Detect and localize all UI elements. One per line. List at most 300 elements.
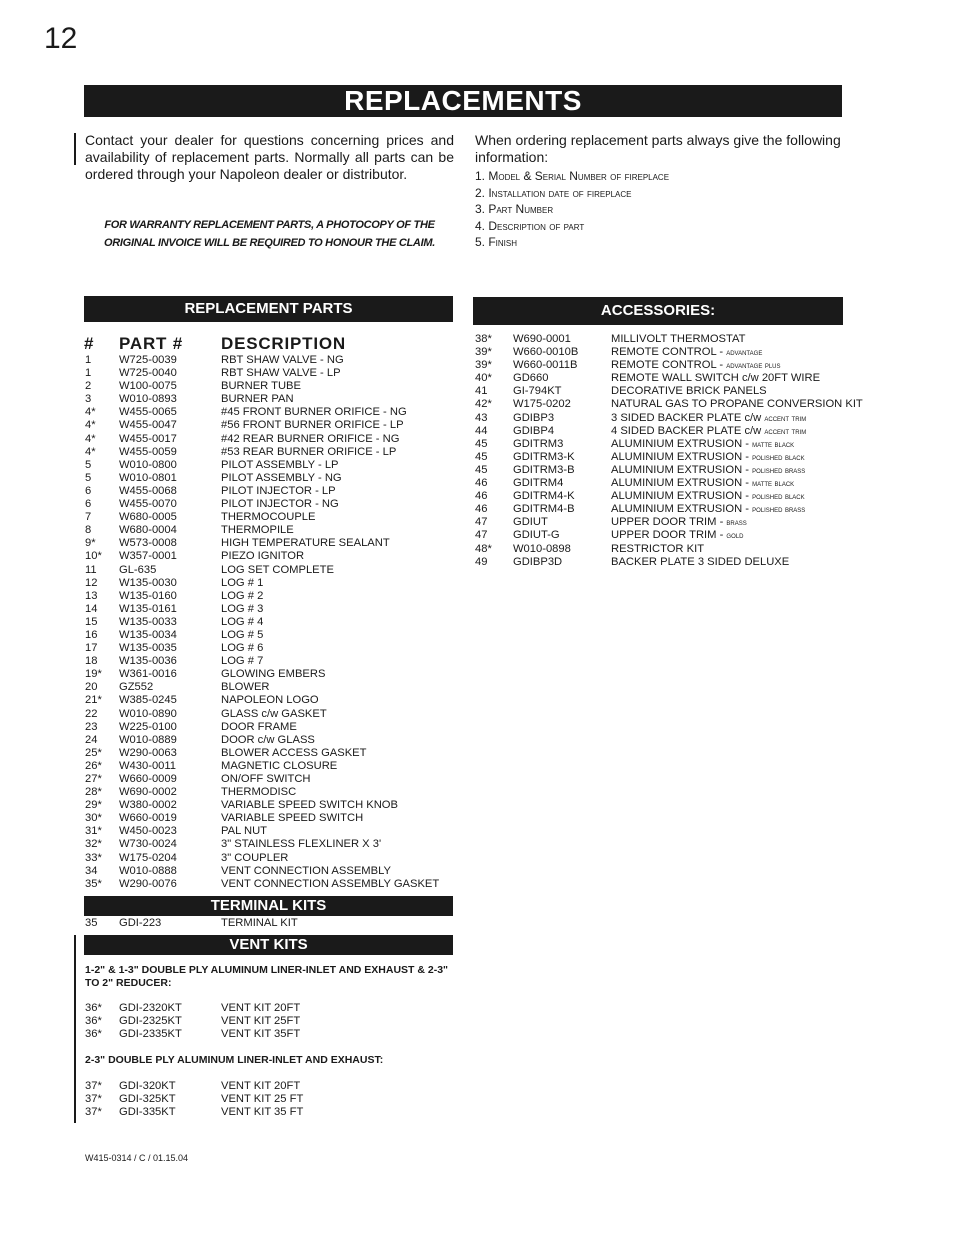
item-number: 26*	[85, 759, 102, 772]
vent-kit-group-1-table	[85, 1002, 455, 1041]
part-description: LOG # 6	[221, 642, 264, 655]
item-number: 12	[85, 576, 98, 589]
table-row	[85, 629, 455, 642]
item-number: 6	[85, 498, 92, 511]
item-number: 38*	[475, 333, 492, 345]
part-description: ALUMINIUM EXTRUSION - polished brass	[611, 463, 806, 476]
part-number: GDI-223	[119, 917, 162, 929]
part-number: W010-0889	[119, 733, 177, 746]
part-number: W010-0898	[513, 542, 571, 555]
part-number: W010-0888	[119, 864, 177, 877]
part-number: W573-0008	[119, 537, 177, 550]
part-description: HIGH TEMPERATURE SEALANT	[221, 537, 390, 550]
table-row	[85, 760, 455, 773]
item-number: 36*	[85, 1028, 102, 1041]
item-number: 10*	[85, 550, 102, 563]
part-description: ALUMINIUM EXTRUSION - matte black	[611, 437, 795, 450]
intro-left-text: Contact your dealer for questions concerning prices and availability of replacement parts. Normally all parts can be ordered through your Napoleon dealer or distributor.	[85, 132, 454, 182]
part-number: W725-0040	[119, 367, 177, 380]
vent-kit-group-2-table	[85, 1080, 455, 1119]
table-row	[475, 346, 885, 359]
table-row	[85, 537, 455, 550]
item-number: 5	[85, 471, 92, 484]
part-description: LOG # 1	[221, 576, 264, 589]
part-number: W135-0160	[119, 589, 177, 602]
part-number: GI-794KT	[513, 385, 562, 398]
part-description: VENT KIT 25 FT	[221, 1093, 304, 1106]
part-number: W135-0161	[119, 602, 177, 615]
part-description: MILLIVOLT THERMOSTAT	[611, 333, 746, 345]
part-number: GDIBP4	[513, 424, 555, 437]
vent-kits-heading: VENT KITS	[84, 935, 453, 955]
table-row	[475, 543, 885, 556]
part-description: BURNER PAN	[221, 393, 294, 406]
part-description: VENT KIT 25FT	[221, 1015, 301, 1028]
part-description: ALUMINIUM EXTRUSION - matte black	[611, 477, 795, 490]
part-description: UPPER DOOR TRIM - gold	[611, 529, 744, 542]
part-number: W730-0024	[119, 838, 177, 851]
part-description: #56 FRONT BURNER ORIFICE - LP	[221, 419, 404, 432]
vent-kit-group-2-title: 2-3" DOUBLE PLY ALUMINUM LINER-INLET AND EXHAUST:	[85, 1054, 384, 1066]
table-row	[85, 459, 455, 472]
table-row	[85, 681, 455, 694]
part-description: ALUMINIUM EXTRUSION - polished black	[611, 450, 805, 463]
part-number: W660-0010B	[513, 346, 579, 359]
finish-note: matte black	[752, 438, 795, 449]
table-row	[85, 354, 455, 367]
info-list-number: 4.	[475, 218, 489, 233]
item-number: 18	[85, 655, 98, 668]
info-list	[475, 168, 669, 251]
part-number: W290-0076	[119, 877, 177, 890]
table-row	[475, 412, 885, 425]
table-row	[475, 385, 885, 398]
page-title: REPLACEMENTS	[84, 85, 842, 117]
part-description: LOG # 4	[221, 615, 264, 628]
part-number: GDIBP3D	[513, 555, 563, 568]
item-number: 29*	[85, 799, 102, 812]
part-description: VENT KIT 35 FT	[221, 1106, 304, 1119]
part-description: GLASS c/w GASKET	[221, 707, 327, 720]
part-description: #45 FRONT BURNER ORIFICE - NG	[221, 406, 407, 419]
info-list-item	[475, 201, 669, 218]
part-number: W430-0011	[119, 759, 177, 772]
table-row	[85, 472, 455, 485]
item-number: 39*	[475, 359, 492, 372]
item-number: 5	[85, 458, 92, 471]
table-row	[85, 747, 455, 760]
intro-right-text: When ordering replacement parts always give the following information:	[475, 132, 841, 165]
item-number: 36*	[85, 1015, 102, 1028]
info-list-text: Part Number	[488, 202, 554, 217]
table-row	[85, 1080, 455, 1093]
part-number: W010-0801	[119, 471, 177, 484]
finish-note: accent trim	[764, 425, 807, 436]
table-row	[85, 1028, 455, 1041]
finish-note: polished black	[752, 491, 805, 502]
column-header-description: DESCRIPTION	[221, 334, 346, 353]
item-number: 45	[475, 450, 488, 463]
info-list-number: 3.	[475, 202, 489, 217]
item-number: 28*	[85, 786, 102, 799]
table-row	[85, 812, 455, 825]
item-number: 4*	[85, 406, 96, 419]
item-number: 7	[85, 511, 92, 524]
part-description: LOG # 5	[221, 628, 264, 641]
revision-bar	[74, 133, 76, 165]
info-list-text: Description of part	[488, 218, 585, 233]
part-number: W455-0070	[119, 498, 177, 511]
table-row	[85, 380, 455, 393]
info-list-item	[475, 185, 669, 202]
part-description: VENT CONNECTION ASSEMBLY GASKET	[221, 877, 440, 890]
part-description: 4 SIDED BACKER PLATE c/w accent trim	[611, 424, 807, 437]
document-code: W415-0314 / C / 01.15.04	[85, 1153, 189, 1163]
part-description: 3" COUPLER	[221, 851, 289, 864]
part-description: GLOWING EMBERS	[221, 668, 326, 681]
table-row	[85, 419, 455, 432]
table-row	[85, 786, 455, 799]
terminal-kits-heading: TERMINAL KITS	[84, 896, 453, 916]
part-description: VENT KIT 20FT	[221, 1002, 301, 1014]
table-row	[85, 825, 455, 838]
table-row	[475, 529, 885, 542]
part-description: THERMODISC	[221, 786, 297, 799]
part-description: BLOWER ACCESS GASKET	[221, 746, 367, 759]
part-number: W455-0017	[119, 432, 177, 445]
table-row	[85, 1093, 455, 1106]
item-number: 45	[475, 437, 488, 450]
table-row	[85, 367, 455, 380]
item-number: 35	[85, 917, 98, 929]
item-number: 47	[475, 516, 488, 529]
item-number: 15	[85, 615, 98, 628]
table-row	[85, 734, 455, 747]
part-number: GDI-335KT	[119, 1106, 176, 1119]
table-row	[475, 516, 885, 529]
finish-note: accent trim	[764, 412, 807, 423]
table-row	[85, 838, 455, 851]
item-number: 4*	[85, 419, 96, 432]
part-description: BLOWER	[221, 681, 270, 694]
part-number: GDITRM3-B	[513, 463, 575, 476]
part-number: W690-0001	[513, 333, 571, 345]
part-number: GDITRM4-B	[513, 503, 575, 516]
part-number: W135-0030	[119, 576, 177, 589]
part-number: W660-0011B	[513, 359, 578, 372]
table-row	[85, 708, 455, 721]
part-description: LOG SET COMPLETE	[221, 563, 334, 576]
table-row	[85, 485, 455, 498]
part-number: GDITRM3-K	[513, 450, 575, 463]
table-row	[475, 490, 885, 503]
part-description: VENT KIT 20FT	[221, 1080, 301, 1092]
table-row	[85, 655, 455, 668]
item-number: 47	[475, 529, 488, 542]
part-description: RESTRICTOR KIT	[611, 542, 705, 555]
part-number: W225-0100	[119, 720, 177, 733]
finish-note: polished black	[752, 451, 805, 462]
part-description: DECORATIVE BRICK PANELS	[611, 385, 767, 398]
revision-bar	[74, 935, 76, 1123]
item-number: 48*	[475, 542, 492, 555]
table-row	[475, 438, 885, 451]
part-number: W660-0009	[119, 773, 177, 785]
part-number: GDI-2335KT	[119, 1028, 182, 1041]
item-number: 46	[475, 477, 488, 490]
table-row	[85, 852, 455, 865]
part-description: 3 SIDED BACKER PLATE c/w accent trim	[611, 411, 807, 424]
item-number: 37*	[85, 1080, 102, 1092]
item-number: 46	[475, 490, 488, 503]
part-number: GDITRM4-K	[513, 490, 575, 503]
part-description: NATURAL GAS TO PROPANE CONVERSION KIT	[611, 398, 863, 411]
part-description: BACKER PLATE 3 SIDED DELUXE	[611, 555, 790, 568]
table-row	[85, 577, 455, 590]
table-row	[85, 603, 455, 616]
part-description: REMOTE CONTROL - advantage plus	[611, 359, 781, 372]
part-description: UPPER DOOR TRIM - brass	[611, 516, 747, 529]
replacement-parts-heading: REPLACEMENT PARTS	[84, 296, 453, 322]
part-number: W361-0016	[119, 668, 177, 681]
replacement-parts-table	[85, 354, 455, 891]
part-number: W385-0245	[119, 694, 177, 707]
column-header-number: #	[84, 334, 95, 353]
part-description: ON/OFF SWITCH	[221, 773, 311, 785]
table-row	[85, 878, 455, 891]
item-number: 16	[85, 628, 98, 641]
item-number: 42*	[475, 398, 492, 411]
item-number: 21*	[85, 694, 102, 707]
part-description: PILOT INJECTOR - NG	[221, 498, 339, 511]
part-number: W010-0890	[119, 707, 177, 720]
item-number: 33*	[85, 851, 102, 864]
table-row	[475, 425, 885, 438]
part-number: W660-0019	[119, 812, 177, 825]
part-number: W680-0005	[119, 511, 177, 524]
accessories-heading: ACCESSORIES:	[473, 297, 843, 325]
part-description: LOG # 3	[221, 602, 264, 615]
info-list-item	[475, 168, 669, 185]
part-number: W290-0063	[119, 746, 177, 759]
part-number: GDI-325KT	[119, 1093, 176, 1106]
item-number: 31*	[85, 825, 102, 838]
part-description: 3" STAINLESS FLEXLINER X 3'	[221, 838, 382, 851]
table-row	[85, 564, 455, 577]
item-number: 17	[85, 642, 98, 655]
info-list-number: 2.	[475, 185, 489, 200]
part-number: W135-0033	[119, 615, 177, 628]
part-number: W680-0004	[119, 524, 177, 537]
part-description: THERMOPILE	[221, 524, 294, 537]
part-description: PAL NUT	[221, 825, 267, 838]
item-number: 39*	[475, 346, 492, 359]
part-description: BURNER TUBE	[221, 380, 301, 393]
part-description: REMOTE WALL SWITCH c/w 20FT WIRE	[611, 372, 821, 385]
item-number: 22	[85, 707, 98, 720]
table-row	[85, 668, 455, 681]
info-list-text: Finish	[488, 235, 518, 250]
item-number: 4*	[85, 445, 96, 458]
part-description: VENT CONNECTION ASSEMBLY	[221, 864, 391, 877]
table-row	[85, 446, 455, 459]
table-row	[85, 524, 455, 537]
part-number: W455-0068	[119, 484, 177, 497]
item-number: 1	[85, 367, 92, 380]
item-number: 30*	[85, 812, 102, 825]
item-number: 23	[85, 720, 98, 733]
item-number: 25*	[85, 746, 102, 759]
item-number: 14	[85, 602, 98, 615]
finish-note: advantage	[726, 347, 763, 358]
finish-note: matte black	[752, 478, 795, 489]
part-number: W357-0001	[119, 550, 177, 563]
info-list-number: 1.	[475, 169, 489, 183]
table-row	[475, 556, 885, 569]
part-description: #42 REAR BURNER ORIFICE - NG	[221, 432, 400, 445]
accessories-table	[475, 333, 885, 569]
table-row	[85, 550, 455, 563]
part-number: W135-0034	[119, 628, 177, 641]
item-number: 32*	[85, 838, 102, 851]
part-number: GDITRM4	[513, 477, 564, 490]
item-number: 34	[85, 864, 98, 877]
info-list-item	[475, 234, 669, 251]
table-row	[85, 406, 455, 419]
part-description: DOOR c/w GLASS	[221, 733, 315, 746]
table-row	[85, 498, 455, 511]
part-description: NAPOLEON LOGO	[221, 694, 319, 707]
part-number: W135-0035	[119, 642, 177, 655]
part-number: GDI-2325KT	[119, 1015, 182, 1028]
table-row	[85, 616, 455, 629]
item-number: 11	[85, 563, 97, 576]
table-row	[85, 1002, 455, 1015]
item-number: 2	[85, 380, 92, 393]
item-number: 49	[475, 555, 488, 568]
part-number: W175-0202	[513, 398, 571, 411]
item-number: 44	[475, 424, 488, 437]
finish-note: polished brass	[752, 504, 806, 515]
part-number: GDITRM3	[513, 437, 564, 450]
part-description: THERMOCOUPLE	[221, 511, 316, 524]
table-row	[475, 451, 885, 464]
table-row	[85, 433, 455, 446]
item-number: 24	[85, 733, 98, 746]
part-number: W690-0002	[119, 786, 177, 799]
part-number: W455-0059	[119, 445, 177, 458]
item-number: 37*	[85, 1106, 102, 1119]
item-number: 8	[85, 524, 92, 537]
part-number: W450-0023	[119, 825, 177, 838]
item-number: 9*	[85, 537, 96, 550]
part-description: ALUMINIUM EXTRUSION - polished brass	[611, 503, 806, 516]
terminal-kits-table	[85, 917, 455, 930]
table-row	[85, 917, 455, 930]
part-number: GL-635	[119, 563, 157, 576]
part-description: REMOTE CONTROL - advantage	[611, 346, 763, 359]
part-description: TERMINAL KIT	[221, 917, 298, 929]
part-number: GZ552	[119, 681, 154, 694]
part-description: ALUMINIUM EXTRUSION - polished black	[611, 490, 805, 503]
info-list-number: 5.	[475, 235, 489, 250]
part-number: GDIUT	[513, 516, 548, 529]
part-description: LOG # 7	[221, 655, 264, 668]
table-row	[475, 333, 885, 346]
item-number: 35*	[85, 877, 102, 890]
table-row	[85, 642, 455, 655]
table-row	[85, 865, 455, 878]
part-description: RBT SHAW VALVE - NG	[221, 354, 344, 366]
table-row	[85, 393, 455, 406]
part-description: VARIABLE SPEED SWITCH	[221, 812, 364, 825]
part-description: VARIABLE SPEED SWITCH KNOB	[221, 799, 398, 812]
table-row	[85, 694, 455, 707]
part-number: W135-0036	[119, 655, 177, 668]
item-number: 46	[475, 503, 488, 516]
part-number: W100-0075	[119, 380, 177, 393]
part-number: GDI-2320KT	[119, 1002, 182, 1014]
part-description: PILOT ASSEMBLY - NG	[221, 471, 342, 484]
item-number: 19*	[85, 668, 102, 681]
info-list-text: Installation date of fireplace	[488, 185, 632, 200]
part-number: W010-0893	[119, 393, 177, 406]
part-description: MAGNETIC CLOSURE	[221, 759, 338, 772]
item-number: 37*	[85, 1093, 102, 1106]
part-description: DOOR FRAME	[221, 720, 297, 733]
item-number: 20	[85, 681, 98, 694]
table-row	[85, 1015, 455, 1028]
page-number: 12	[44, 22, 78, 55]
item-number: 13	[85, 589, 98, 602]
item-number: 43	[475, 411, 488, 424]
table-row	[475, 464, 885, 477]
table-row	[475, 372, 885, 385]
table-row	[475, 477, 885, 490]
item-number: 4*	[85, 432, 96, 445]
part-description: LOG # 2	[221, 589, 264, 602]
part-number: GD660	[513, 372, 549, 385]
part-description: RBT SHAW VALVE - LP	[221, 367, 341, 380]
table-row	[85, 773, 455, 786]
part-number: GDI-320KT	[119, 1080, 176, 1092]
table-row	[85, 721, 455, 734]
vent-kit-group-1-title: 1-2" & 1-3" DOUBLE PLY ALUMINUM LINER-INLET AND EXHAUST & 2-3" TO 2" REDUCER:	[85, 964, 449, 989]
part-description: PILOT INJECTOR - LP	[221, 484, 336, 497]
table-row	[475, 503, 885, 516]
table-row	[85, 1106, 455, 1119]
item-number: 40*	[475, 372, 492, 385]
part-number: GDIBP3	[513, 411, 555, 424]
table-row	[85, 590, 455, 603]
table-row	[475, 398, 885, 411]
item-number: 1	[85, 354, 92, 366]
part-description: PIEZO IGNITOR	[221, 550, 305, 563]
item-number: 27*	[85, 773, 102, 785]
part-number: W455-0065	[119, 406, 177, 419]
finish-note: brass	[726, 517, 747, 528]
part-number: W725-0039	[119, 354, 177, 366]
part-description: PILOT ASSEMBLY - LP	[221, 458, 339, 471]
column-header-part: PART #	[119, 334, 183, 353]
part-number: W010-0800	[119, 458, 177, 471]
part-number: W455-0047	[119, 419, 177, 432]
table-row	[85, 511, 455, 524]
part-number: GDIUT-G	[513, 529, 560, 542]
finish-note: advantage plus	[726, 360, 781, 371]
warranty-note: FOR WARRANTY REPLACEMENT PARTS, A PHOTOCOPY OF THE ORIGINAL INVOICE WILL BE REQUIRED TO HONOUR THE CLAIM.	[104, 219, 435, 249]
table-row	[475, 359, 885, 372]
